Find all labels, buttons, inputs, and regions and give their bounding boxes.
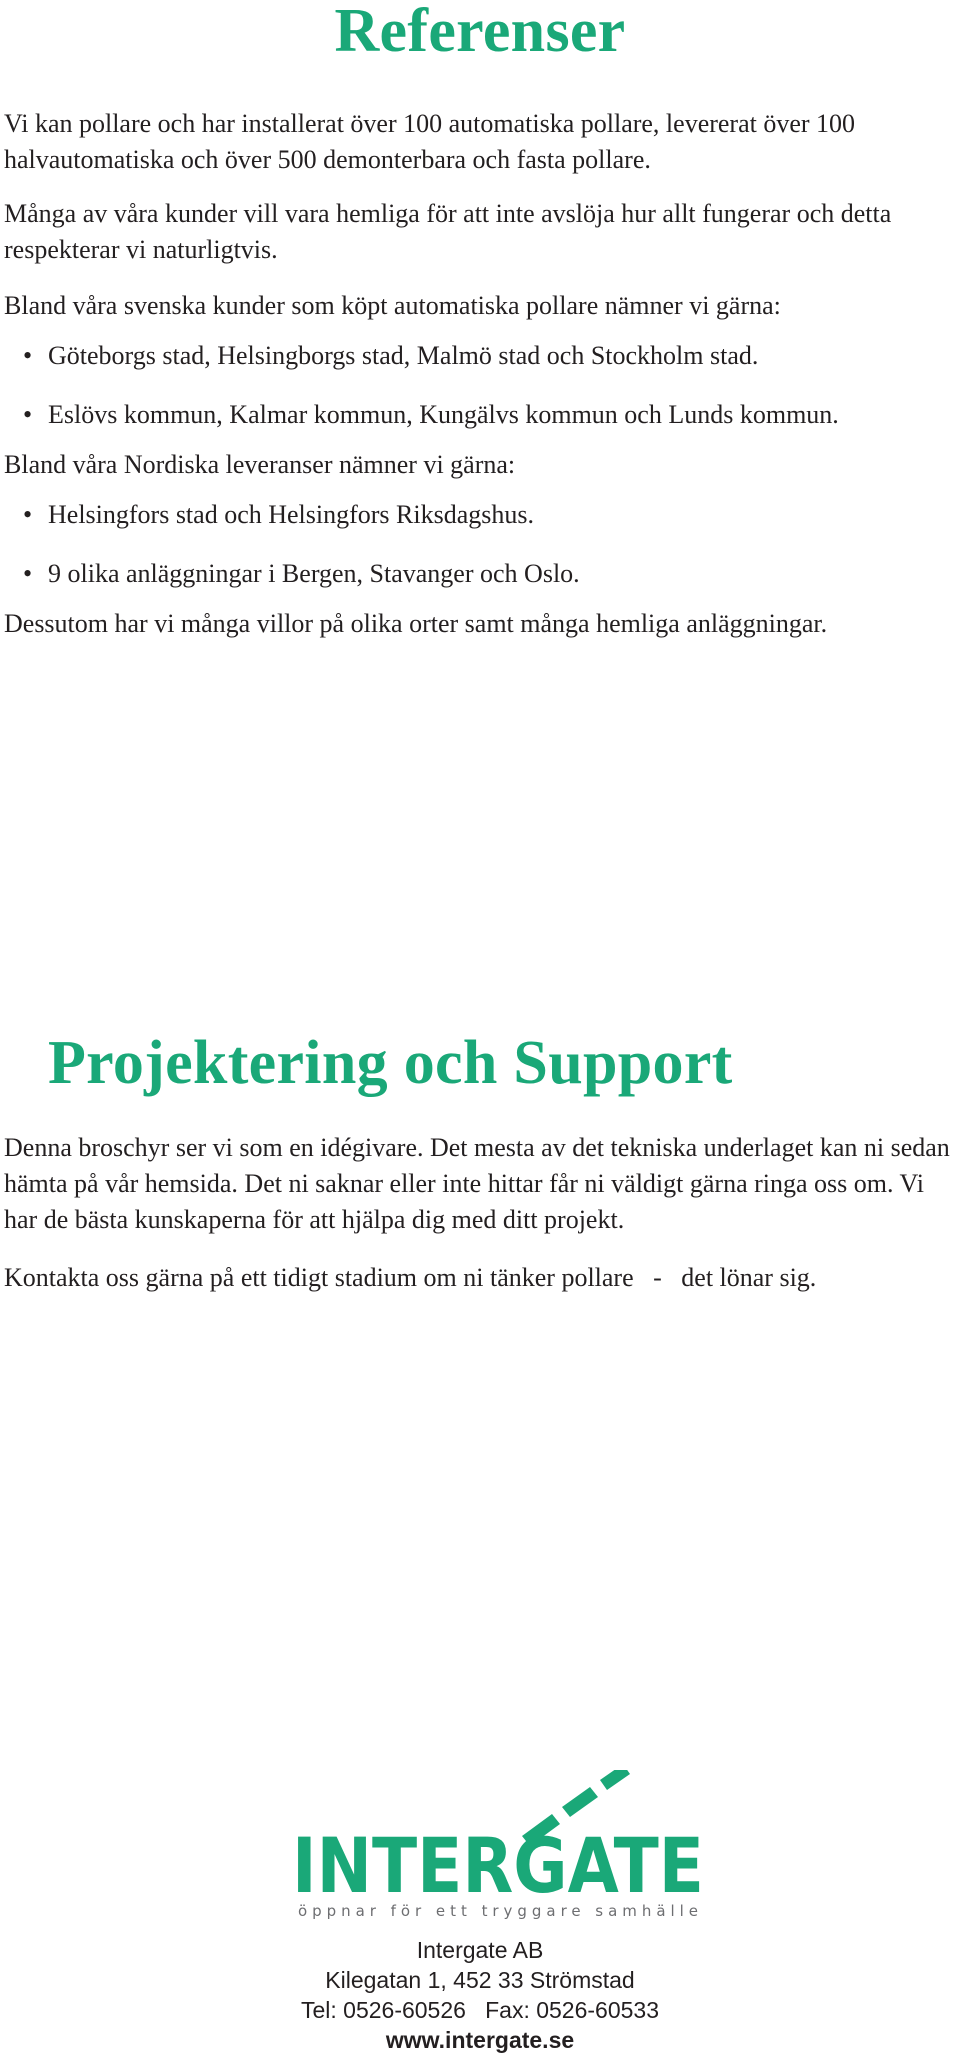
list-item-text: 9 olika anläggningar i Bergen, Stavanger och Oslo. — [48, 559, 580, 588]
bullet-icon: • — [23, 341, 33, 370]
contact-address: Kilegatan 1, 452 33 Strömstad — [325, 1967, 635, 1993]
nordic-deliveries-intro: Bland våra Nordiska leveranser nämner vi gärna: — [4, 450, 516, 479]
intergate-logo-icon — [290, 1770, 710, 1920]
intergate-logo — [290, 1770, 710, 1920]
referenser-section — [4, 106, 954, 642]
contact-company: Intergate AB — [416, 1937, 544, 1963]
swedish-customers-list — [4, 338, 954, 433]
list-item — [4, 338, 954, 374]
list-item — [4, 397, 954, 433]
support-contact-text: Kontakta oss gärna på ett tidigt stadium om ni tänker pollare - det lönar sig. — [4, 1263, 817, 1292]
logo-tagline: öppnar för ett tryggare samhälle — [298, 1902, 698, 1920]
referenser-heading: Referenser — [334, 0, 626, 65]
contact-website-link[interactable]: www.intergate.se — [385, 2027, 575, 2053]
support-brochure-text: Denna broschyr ser vi som en idégivare. Det mesta av det tekniska underlaget kan ni sedan hämta på vår hemsida. Det ni saknar eller inte hittar får ni väldigt gärna ringa oss om. Vi har de bästa kunskaperna för att hjälpa dig med ditt projekt. — [4, 1133, 950, 1234]
nordic-deliveries-list — [4, 497, 954, 592]
referenser-customers: Många av våra kunder vill vara hemliga för att inte avslöja hur allt fungerar och detta respekterar vi naturligtvis. — [4, 199, 892, 264]
list-item-text: Helsingfors stad och Helsingfors Riksdagshus. — [48, 500, 535, 529]
referenser-intro: Vi kan pollare och har installerat över 100 automatiska pollare, levererat över 100 halvautomatiska och över 500 demonterbara och fasta pollare. — [4, 109, 856, 174]
contact-phone-fax: Tel: 0526-60526 Fax: 0526-60533 — [300, 1997, 660, 2023]
support-section — [4, 1130, 959, 1296]
bullet-icon: • — [23, 559, 33, 588]
list-item-text: Eslövs kommun, Kalmar kommun, Kungälvs kommun och Lunds kommun. — [48, 400, 839, 429]
referenser-closing: Dessutom har vi många villor på olika orter samt många hemliga anläggningar. — [4, 609, 828, 638]
swedish-customers-intro: Bland våra svenska kunder som köpt automatiska pollare nämner vi gärna: — [4, 291, 781, 320]
logo-wordmark: INTERGATE — [292, 1821, 704, 1910]
bullet-icon: • — [23, 400, 33, 429]
support-heading: Projektering och Support — [48, 1029, 733, 1097]
list-item-text: Göteborgs stad, Helsingborgs stad, Malmö stad och Stockholm stad. — [48, 341, 759, 370]
list-item — [4, 497, 954, 533]
bullet-icon: • — [23, 500, 33, 529]
list-item — [4, 556, 954, 592]
